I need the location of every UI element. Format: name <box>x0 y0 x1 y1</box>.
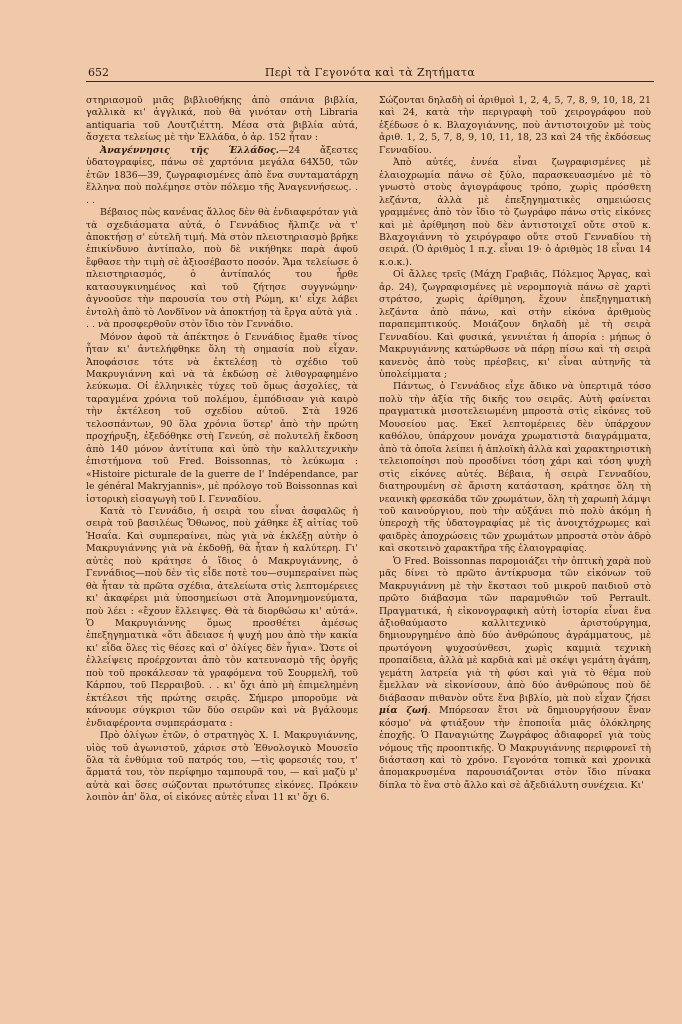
item-title: Ἀναγέννησις τῆς Ἑλλάδος. <box>100 144 279 156</box>
paragraph <box>379 556 651 793</box>
running-title: Περὶ τὰ Γεγονότα καὶ τὰ Ζητήματα <box>264 66 476 79</box>
page-header <box>86 63 654 82</box>
paragraph-text: Ὁ Fred. Boissonnas παρομοιάζει τὴν ὀπτικὴ χαρὰ ποὺ μᾶς δίνει τὸ πρῶτο ἀντίκρυσμα τῶν εἰκόνων τοῦ Μακρυγιάννη μὲ τὴν ἔκστασι τοῦ μικροῦ παιδιοῦ στὸ πρῶτο διάβασμα τῶν παραμυθιῶν τοῦ Perrault. Πραγματικά, ἡ εἰκονογραφικὴ αὐτὴ ἱστορία εἶναι ἕνα ἀξιοθαύμαστο καλλιτεχνικὸ ἀριστούργημα, δημιουργημένο ἀπὸ δύο ἀνθρώπους ἀγράμματους, μὲ πρωτόγονη ψυχοσύνθεσι, χωρὶς καμμιὰ τεχνικὴ προπαίδεια, ἀλλὰ μὲ καρδιὰ καὶ μὲ σκέψι γεμάτη ἀγάπη, γεμάτη λατρεία γιὰ τὴ φύσι καὶ γιὰ τὸ θέμα ποὺ ἔμελλαν νὰ εἰκονίσουν, ἀπὸ δύο ἀνθρώπους ποὺ δὲ διάβασαν πιθανὸν οὔτε ἕνα βιβλίο, μὰ ποὺ εἶχαν ζήσει <box>379 555 651 704</box>
paragraph: Πάντως, ὁ Γεννάδιος εἶχε ἄδικο νὰ ὑπερτιμᾶ τόσο πολὺ τὴν ἀξία τῆς δικῆς του σειρᾶς. Αὐτὴ φαίνεται πραγματικὰ μισοτελειωμένη μπροστὰ στὶς εἰκόνες τοῦ Μουσείου μας. Ἐκεῖ λεπτομέρειες δὲν ὑπάρχουν καθόλου, ὑπάρχουν μονάχα χρωματιστὰ διαγράμματα, ἀπὸ τὰ ὁποῖα λείπει ἡ ἁπλοϊκὴ ἀλλὰ καὶ χαρακτηριστικὴ τελειοποίησι ποὺ προσδίνει τόση χάρι καὶ τόση ψυχὴ στὶς εἰκόνες αὐτές. Βέβαια, ἡ σειρὰ Γενναδίου, διατηρουμένη σὲ ἄριστη κατάσταση, κράτησε ὅλη τὴ νεανικὴ φρεσκάδα τῶν χρωμάτων, ὅλη τὴ χαρωπὴ λάμψι τοῦ καινούργιου, ποὺ τὴν αὐξάνει πιὸ πολὺ ἀκόμη ἡ ὑπεροχὴ τῆς ὑδατογραφίας μὲ τὶς ἀνοιχτόχρωμες καὶ φαιδρὲς ἀποχρώσεις τῶν χρωμάτων μπροστὰ στὸν ἀδρὸ καὶ σκοτεινὸ χαρακτῆρα τῆς ἐλαιογραφίας. <box>379 381 651 555</box>
paragraph: Βέβαιος πὼς κανένας ἄλλος δὲν θὰ ἐνδιαφερόταν γιὰ τὰ σχεδιάσματα αὐτά, ὁ Γεννάδιος ἤλπιζε νὰ τ' ἀποκτήσῃ σ' εὐτελῆ τιμή. Μὰ στὸν πλειστηριασμὸ βρῆκε ἐπικίνδυνο ἀντίπαλο, ποὺ δὲ νικήθηκε παρὰ ἀφοῦ ἔφθασε τὴν τιμὴ σὲ ἀξιοσέβαστο ποσόν. Ἅμα τελείωσε ὁ πλειστηριασμός, ὁ ἀντίπαλός του ἦρθε κατασυγκινημένος καὶ τοῦ ζήτησε συγγνώμην· ἀγνοοῦσε τὴν παρουσία του στὴ Ρώμη, κι' εἶχε λάβει ἐντολὴ ἀπὸ τὸ Λονδῖνον νὰ ἀποκτήσῃ τὰ ἔργα αὐτὰ γιὰ . . . νὰ προσφερθοῦν στὸν ἴδιο τὸν Γεννάδιο. <box>86 207 358 331</box>
paragraph: Ἀπὸ αὐτές, ἐννέα εἶναι ζωγραφισμένες μὲ ἐλαιοχρωμία πάνω σὲ ξύλο, παρασκευασμένο μὲ τὸ γνωστὸ στοὺς ἁγιογράφους τρόπο, χωρὶς πρόσθετη λεζάντα, ἀλλὰ μὲ ἐπεξηγηματικὲς σημειώσεις γραμμένες ἀπὸ τὸν ἴδιο τὸ ζωγράφο πάνω στὶς εἰκόνες καὶ μὲ ἀρίθμηση ποὺ δὲν ἀντιστοιχεῖ οὔτε στοῦ κ. Βλαχογιάννη τὸ χειρόγραφο οὔτε στοῦ Γενναδίου τὴ σειρά. (Ὁ ἀριθμὸς 1 π.χ. εἶναι 19· ὁ ἀριθμὸς 18 εἶναι 14 κ.ο.κ.). <box>379 157 651 268</box>
paragraph <box>86 145 358 207</box>
right-column <box>379 95 651 985</box>
paragraph: στηριασμοῦ μιᾶς βιβλιοθήκης ἀπὸ σπάνια βιβλία, γαλλικὰ κι' ἀγγλικά, ποὺ θὰ γινόταν στὴ Libraria antiquaria τοῦ Λουτζιέττη. Μέσα στὰ βιβλία αὐτά, ἄσχετα τελείως μὲ τὴν Ἑλλάδα, ὁ ἀρ. 152 ἦταν : <box>86 95 358 144</box>
paragraph: Πρὸ ὀλίγων ἐτῶν, ὁ στρατηγὸς Χ. Ι. Μακρυγιάννης, υἱὸς τοῦ ἀγωνιστοῦ, χάρισε στὸ Ἐθνολογικὸ Μουσεῖο ὅλα τὰ ἐνθύμια τοῦ πατρός του, —τὶς φορεσιές του, τ' ἅρματά του, τὸν περίφημο ταμπουρᾶ του, — καὶ μαζὺ μ' αὐτὰ καὶ ὅσες σώζονται πρωτότυπες εἰκόνες. Πρόκειν λοιπὸν ἀπ' ὅλα, οἱ εἰκόνες αὐτὲς εἶναι 11 κι' ὄχι 6. <box>86 730 358 804</box>
paragraph: Μόνον ἀφοῦ τὰ ἀπέκτησε ὁ Γεννάδιος ἔμαθε τίνος ἦταν κι' ἀντελήφθηκε ὅλη τὴ σημασία ποὺ εἶχαν. Ἀποφάσισε τότε νὰ ἐκτελέσῃ τὸ σχέδιο τοῦ Μακρυγιάννη καὶ νὰ τὰ ἐκδώσῃ σὲ λιθογραφημένο λεύκωμα. Οἱ ἑλληνικὲς τύχες τοῦ ὅμως ἀσχολίες, τὰ ταραγμένα χρόνια τοῦ πολέμου, ἐμπόδισαν γιὰ καιρὸ τὴν ἐκτέλεση τοῦ σχεδίου αὐτοῦ. Στὰ 1926 τελοσπάντων, 90 ὅλα χρόνια ὕστερ' ἀπὸ τὴν πρώτη προχήρυξη, ἐξεδόθηκε στὴ Γενεύη, σὲ πολυτελῆ ἔκδοση ἀπὸ 140 μόνον ἀντίτυπα καὶ ὑπὸ τὴν καλλιτεχνικὴν ἐπιστήμονα τοῦ Fred. Boissonnas, τὸ λεύκωμα : «Histoire picturale de la guerre de l' Indépendance, par le général Makryjannis», μὲ πρόλογο τοῦ Boissonnas καὶ ἱστορικὴ εἰσαγωγὴ τοῦ Ι. Γενναδίου. <box>86 331 358 505</box>
paragraph: Κατὰ τὸ Γεννάδιο, ἡ σειρὰ του εἶναι ἀσφαλῶς ἡ σειρὰ τοῦ βασιλέως Ὄθωνος, ποὺ χάθηκε ἐξ αἰτίας τοῦ Ἡσαΐα. Καὶ συμπεραίνει, πὼς γιὰ νὰ ἐκλέξῃ αὐτὴν ὁ Μακρυγιάννης γιὰ νὰ ἐκδοθῇ, θὰ ἦταν ἡ καλύτερη. Γι' αὐτὲς ποὺ κράτησε ὁ ἴδιος ὁ Μακρυγιάννης, ὁ Γεννάδιος—ποὺ δὲν τὶς εἶδε ποτὲ του—συμπεραίνει πὼς θὰ ἦταν τὰ πρῶτα σχέδια, ἀτελείωτα στὶς λεπτομέρειες κι' ἀκαφέρει μιὰ ὑποσημείωσι στὰ Ἀπομνημονεύματα, ποὺ λέει : «ἔχουν ἔλλειψες. Θὰ τὰ διορθώσω κι' αὐτά». Ὁ Μακρυγιάννης ὅμως προσθέτει ἀμέσως ἐπεξηγηματικὰ «ὅτι ἄδειασε ἡ ψυχή μου ἀπὸ τὴν κακία κι' εἶδα ὅλες τὶς θέσες καὶ σ' ὀλίγες δὲν ἦγια». Ὥστε οἱ ἐλλείψεις προέρχονται ἀπὸ τὸν κατευνασμὸ τῆς ὀργῆς ποὺ τοῦ προκάλεσαν τὰ γραφόμενα τοῦ Σουρμελῆ, τοῦ Κάρπου, τοῦ Περραιβοῦ. . . κι' ὄχι ἀπὸ μὴ ἐπιμελημένη ἐκτέλεσι τῆς πρώτης σειρᾶς. Σήμερο μποροῦμε νὰ κάνουμε σύγκρισι τῶν δύο σειρῶν καὶ νὰ βγάλουμε ἐνδιαφέροντα συμπεράσματα : <box>86 505 358 729</box>
paragraph: Οἱ ἄλλες τρεῖς (Μάχη Γραβιᾶς, Πόλεμος Ἄργας, καὶ ἀρ. 24), ζωγραφισμένες μὲ νερομπογιὰ πάνω σὲ χαρτὶ στράτσο, χωρὶς ἀρίθμηση, ἔχουν ἐπεξηγηματικὴ λεζάντα ἀπὸ πάνω, καὶ στὴν εἰκόνα ἀριθμοὺς παραπεμπτικούς. Μοιάζουν δηλαδὴ μὲ τὴ σειρὰ Γενναδίου. Καὶ φυσικά, γεννιέται ἡ ἀπορία : μήπως ὁ Μακρυγιάννης κατώρθωσε νὰ πάρῃ πίσω καὶ τὴ σειρὰ κανενὸς ἀπὸ τοὺς πρέσβεις, κι' εἶναι αὐτηνῆς τὰ ὑπολείμματα ; <box>379 269 651 380</box>
paragraph-text: . Μπόρεσαν ἔτσι νὰ δημιουργήσουν ἕναν κόσμο' νὰ φτιάξουν τὴν ἐποποιΐα μιᾶς ὁλόκληρης ἐποχῆς. Ὁ Παναγιώτης Ζωγράφος ἀδιαφορεῖ γιὰ τοὺς νόμους τῆς προοπτικῆς. Ὁ Μακρυγιάννης περιφρονεῖ τὴ διάσταση καὶ τὸ χρόνο. Γεγονότα τοπικὰ καὶ χρονικὰ ἀπομακρυσμένα παρουσιάζονται στὸν ἴδιο πίνακα δίπλα τὸ ἕνα στὸ ἄλλο καὶ σὲ ἀξεδιάλυτη συνέχεια. Κι' <box>379 705 651 791</box>
emphasis-text: μία ζωή <box>379 705 428 717</box>
left-column <box>86 95 358 985</box>
page-number: 652 <box>88 66 109 79</box>
item-description: —24 ἄξεστες ὑδατογραφίες, πάνω σὲ χαρτόνια μεγάλα 64Χ50, τῶν ἐτῶν 1836—39, ζωγραφισμένες ἀπὸ ἕνα συνταματάρχη ἕλληνα ποὺ πολέμησε στὸν πόλεμο τῆς Ἀναγεννήσεως. . . . <box>86 144 358 206</box>
paragraph: Σώζονται δηλαδὴ οἱ ἀριθμοὶ 1, 2, 4, 5, 7, 8, 9, 10, 18, 21 καὶ 24, κατὰ τὴν περιγραφὴ τοῦ χειρογράφου ποὺ ἐξέδωσε ὁ κ. Βλαχογιάννης, ποὺ ἀντιστοιχοῦν μὲ τοὺς ἀριθ. 1, 2, 5, 7, 8, 9, 10, 11, 18, 23 καὶ 24 τῆς ἐκδόσεως Γενναδίου. <box>379 95 651 156</box>
